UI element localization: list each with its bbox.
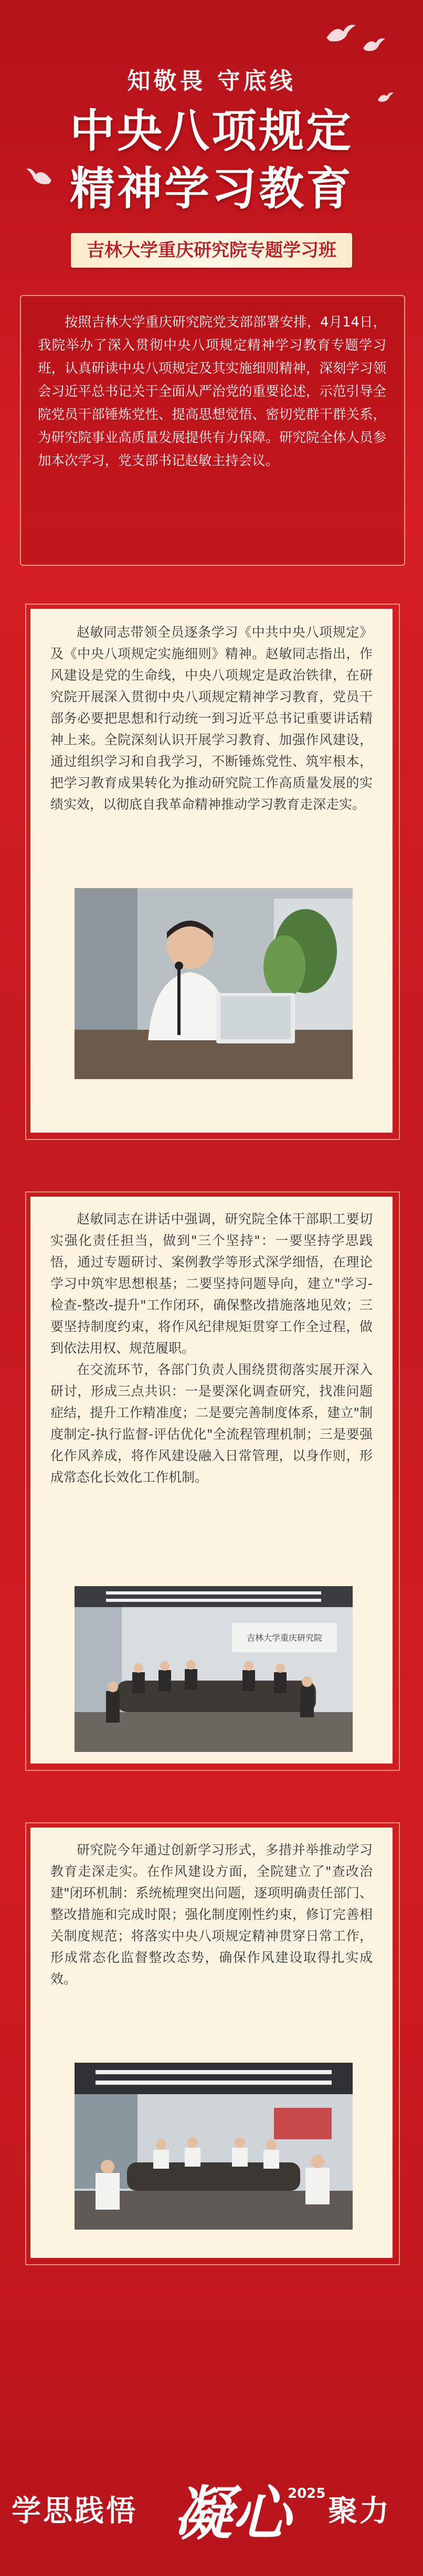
paragraph: 赵敏同志在讲话中强调，研究院全体干部职工要切实强化责任担当，做到"三个坚持"：一要坚持学思践悟，通过专题研讨、案例教学等形式深学细悟，在理论学习中筑牢思想根基；二要坚持问题导向，建立"学习-检查-整改-提升"工作闭环，确保整改措施落地见效；三要坚持制度约束，将作风纪律规矩贯穿工作全过程，做到依法用权、规范履职。: [50, 1211, 373, 1356]
footer-left-text: 学思践悟: [12, 2494, 138, 2528]
meeting-photo-1: [75, 888, 353, 1079]
section-2-text: [50, 1208, 373, 1488]
poster-header: [0, 0, 423, 304]
section-3-text: [50, 1839, 373, 1990]
paragraph: 在交流环节，各部门负责人围绕贯彻落实展开深入研讨，形成三点共识：一是要深化调查研究，找准问题症结，提升工作精准度；二是要完善制度体系，建立"制度制定-执行监督-评估优化"全流程管理机制；三是要强化作风养成，将作风建设融入日常管理，以身作则，形成常态化长效化工作机制。: [50, 1362, 373, 1485]
conference-room-illustration: [75, 1586, 353, 1752]
section-card-2: [30, 1197, 393, 1764]
intro-text: 按照吉林大学重庆研究院党支部部署安排，4月14日，我院举办了深入贯彻中央八项规定精神学习教育专题学习班，认真研读中央八项规定及其实施细则精神，深刻学习领会习近平总书记关于全面从严治党的重要论述，示范引导全院党员干部锤炼党性、提高思想觉悟、密切党群干群关系，为研究院事业高质量发展提供有力保障。研究院全体人员参加本次学习，党支部书记赵敏主持会议。: [38, 314, 386, 469]
section-1-text: [50, 621, 373, 815]
photo-banner-text: 吉林大学重庆研究院: [246, 1633, 323, 1643]
meeting-photo-3: [75, 2063, 353, 2230]
meeting-photo-2: [75, 1586, 353, 1752]
subtitle: 吉林大学重庆研究院专题学习班: [87, 240, 336, 261]
section-card-1: [30, 609, 393, 1133]
footer-calligraphy: 凝心: [173, 2479, 291, 2548]
paragraph: 赵敏同志带领全员逐条学习《中共中央八项规定》及《中央八项规定实施细则》精神。赵敏同志指出，作风建设是党的生命线，中央八项规定是政治铁律，在研究院开展深入贯彻中央八项规定精神学习教育，党员干部务必要把思想和行动统一到习近平总书记重要讲话精神上来。全院深刻认识开展学习教育、加强作风建设，通过组织学习和自我学习，不断锤炼党性、筑牢根本，把学习教育成果转化为推动研究院工作高质量发展的实绩实效，以彻底自我革命精神推动学习教育走深走实。: [50, 625, 373, 812]
page-title-line-1: 中央八项规定: [70, 105, 353, 157]
page-title-line-2: 精神学习教育: [70, 163, 353, 215]
footer-right-text: 聚力: [328, 2494, 391, 2528]
footer-year: 2025: [288, 2486, 326, 2501]
paragraph: 研究院今年通过创新学习形式，多措并举推动学习教育走深走实。在作风建设方面，全院建立了"查改治建"闭环机制：系统梳理突出问题，逐项明确责任部门、整改措施和完成时限；强化制度刚性约束，修订完善相关制度规范；将落实中央八项规定精神贯穿日常工作，形成常态化监督整改态势，确保作风建设取得扎实成效。: [50, 1842, 373, 1987]
slogan: 知敬畏 守底线: [127, 68, 296, 94]
subtitle-banner: [71, 233, 352, 268]
dove-icon: [362, 37, 386, 54]
intro-box: [20, 295, 405, 566]
footer-slogan: [0, 2467, 423, 2551]
dove-icon: [325, 22, 357, 45]
group-meeting-illustration: [75, 2063, 353, 2230]
section-card-3: [30, 1828, 393, 2258]
speaker-photo-illustration: [75, 888, 353, 1079]
